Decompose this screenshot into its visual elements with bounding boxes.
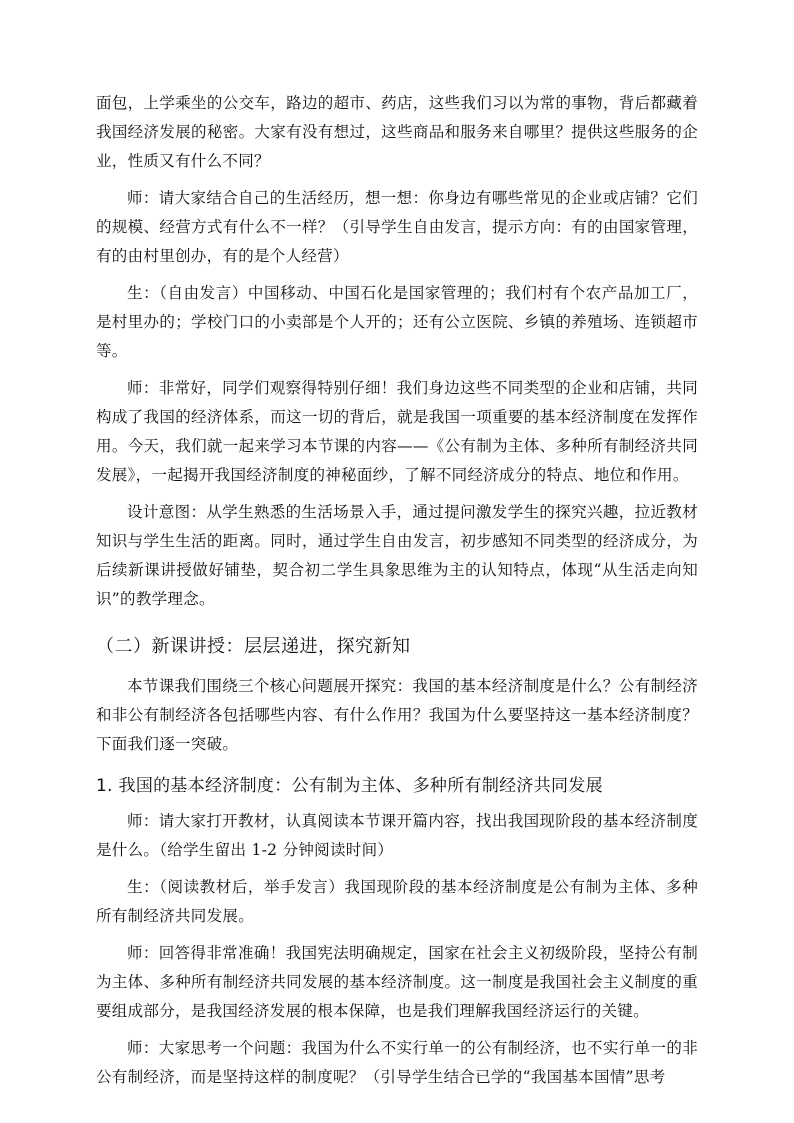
paragraph-section-intro: 本节课我们围绕三个核心问题展开探究：我国的基本经济制度是什么？公有制经济和非公有制经济各包括哪些内容、有什么作用？我国为什么要坚持这一基本经济制度？下面我们逐一突破。 — [96, 677, 698, 753]
paragraph-teacher-reading: 师：请大家打开教材，认真阅读本节课开篇内容，找出我国现阶段的基本经济制度是什么。（给学生留出 1-2 分钟阅读时间） — [96, 812, 698, 859]
paragraph-student-reading-answer: 生：（阅读教材后，举手发言）我国现阶段的基本经济制度是公有制为主体、多种所有制经济共同发展。 — [96, 878, 698, 925]
paragraph-teacher-question: 师：请大家结合自己的生活经历，想一想：你身边有哪些常见的企业或店铺？它们的规模、经营方式有什么不一样？（引导学生自由发言，提示方向：有的由国家管理，有的由村里创办，有的是个人经营） — [96, 189, 698, 265]
paragraph-teacher-summary: 师：非常好，同学们观察得特别仔细！我们身边这些不同类型的企业和店铺，共同构成了我国的经济体系，而这一切的背后，就是我国一项重要的基本经济制度在发挥作用。今天，我们就一起来学习本节课的内容——《公有制为主体、多种所有制经济共同发展》，一起揭开我国经济制度的神秘面纱，了解不同经济成分的特点、地位和作用。 — [96, 379, 698, 484]
subsection-heading: 1. 我国的基本经济制度：公有制为主体、多种所有制经济共同发展 — [96, 776, 603, 796]
paragraph-teacher-confirm: 师：回答得非常准确！我国宪法明确规定，国家在社会主义初级阶段，坚持公有制为主体、多种所有制经济共同发展的基本经济制度。这一制度是我国社会主义制度的重要组成部分，是我国经济发展的根本保障，也是我们理解我国经济运行的关键。 — [96, 944, 698, 1020]
paragraph-design-intent: 设计意图：从学生熟悉的生活场景入手，通过提问激发学生的探究兴趣，拉近教材知识与学生生活的距离。同时，通过学生自由发言，初步感知不同类型的经济成分，为后续新课讲授做好铺垫，契合初二学生具象思维为主的认知特点，体现“从生活走向知识”的教学理念。 — [96, 503, 698, 608]
paragraph-intro-continued: 面包，上学乘坐的公交车，路边的超市、药店，这些我们习以为常的事物，背后都藏着我国经济发展的秘密。大家有没有想过，这些商品和服务来自哪里？提供这些服务的企业，性质又有什么不同？ — [96, 94, 698, 170]
paragraph-teacher-think: 师：大家思考一个问题：我国为什么不实行单一的公有制经济，也不实行单一的非公有制经济，而是坚持这样的制度呢？（引导学生结合已学的“我国基本国情”思考 — [96, 1039, 698, 1086]
section-heading: （二）新课讲授：层层递进，探究新知 — [96, 636, 411, 657]
paragraph-student-answer: 生：（自由发言）中国移动、中国石化是国家管理的；我们村有个农产品加工厂，是村里办的；学校门口的小卖部是个人开的；还有公立医院、乡镇的养殖场、连锁超市等。 — [96, 284, 698, 360]
document-body — [96, 89, 698, 1100]
